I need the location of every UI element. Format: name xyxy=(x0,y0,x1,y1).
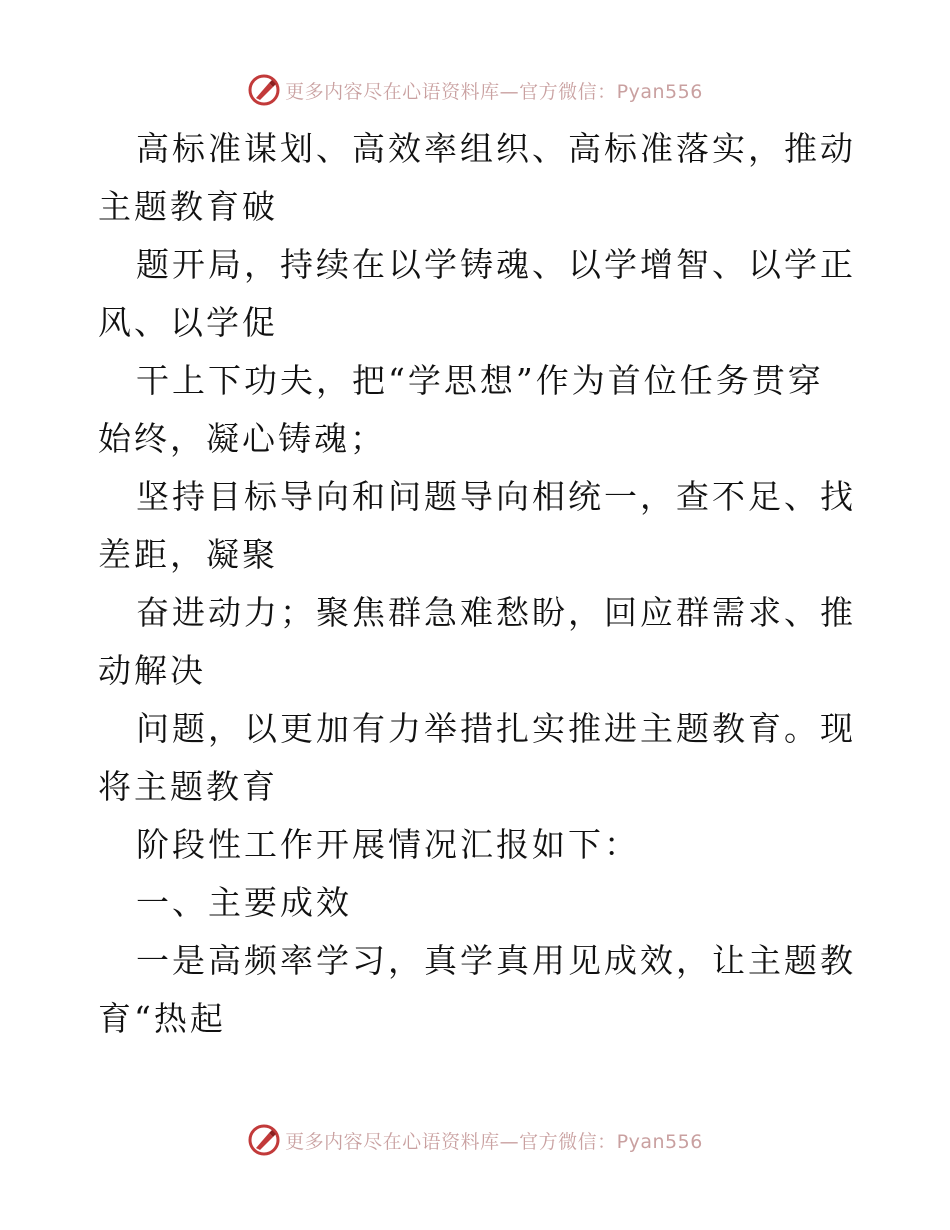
paragraph: 高标准谋划、高效率组织、高标准落实，推动主题教育破 xyxy=(98,129,856,226)
section-heading: 一、主要成效 xyxy=(136,883,352,922)
paragraph: 阶段性工作开展情况汇报如下： xyxy=(136,825,640,864)
paragraph: 奋进动力；聚焦群急难愁盼，回应群需求、推动解决 xyxy=(98,593,856,690)
paragraph: 一是高频率学习，真学真用见成效，让主题教育“热起 xyxy=(98,941,856,1038)
pen-logo-icon xyxy=(247,1123,281,1157)
paragraph: 干上下功夫，把“学思想”作为首位任务贯穿始终，凝心铸魂； xyxy=(98,361,824,458)
pen-logo-icon xyxy=(247,73,281,107)
paragraph: 坚持目标导向和问题导向相统一，查不足、找差距，凝聚 xyxy=(98,477,856,574)
header-banner-text: 更多内容尽在心语资料库—官方微信：Pyan556 xyxy=(285,80,703,103)
document-body xyxy=(98,120,858,1048)
footer-banner-text: 更多内容尽在心语资料库—官方微信：Pyan556 xyxy=(285,1130,703,1153)
footer-banner xyxy=(0,1120,950,1160)
header-banner xyxy=(0,70,950,110)
paragraph: 问题，以更加有力举措扎实推进主题教育。现将主题教育 xyxy=(98,709,856,806)
paragraph: 题开局，持续在以学铸魂、以学增智、以学正风、以学促 xyxy=(98,245,856,342)
